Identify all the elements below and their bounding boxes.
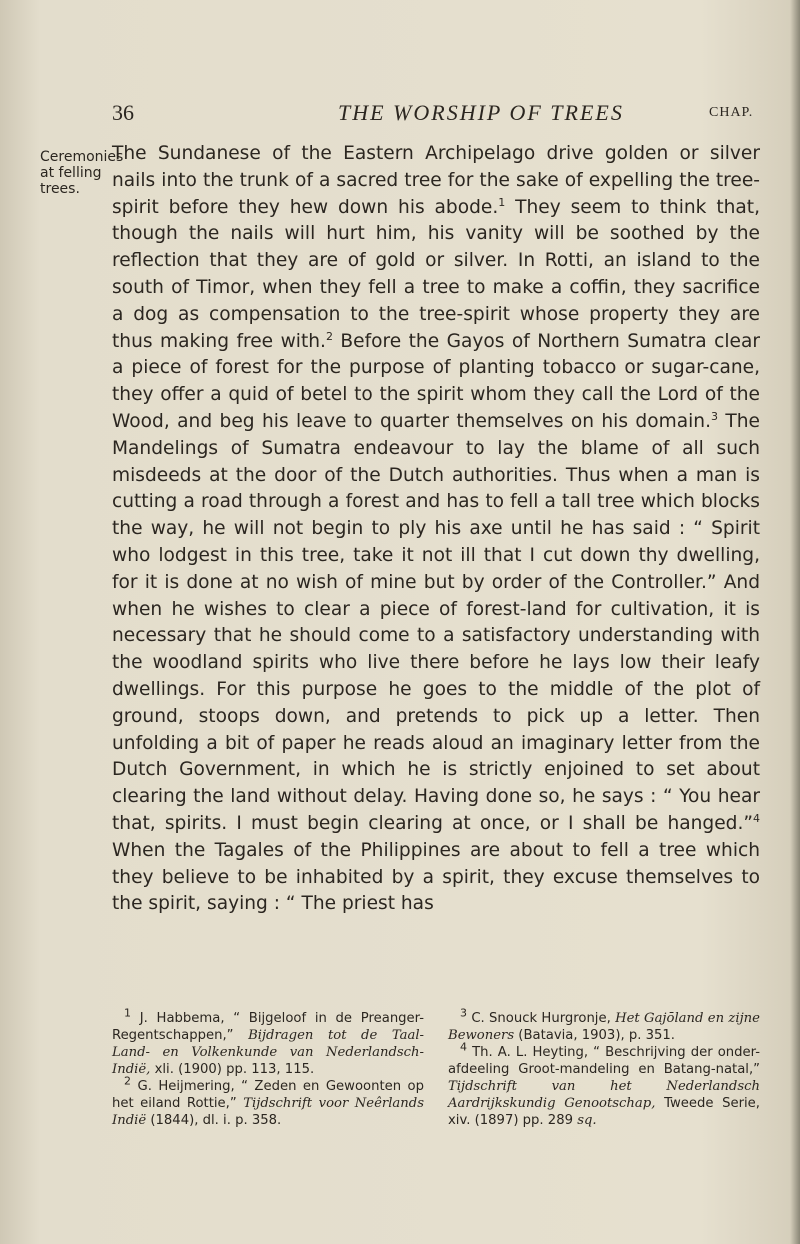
- sentence-gayos: Before the Gayos of Northern Sumatra clear a piece of forest for the purpose of planting tobacco or sugar-cane, they offer a quid of betel to the spirit whom they call the Lord of the Wood, and beg his leave to quarter themselves on his domain.: [112, 330, 760, 432]
- footnote-ref-1: 1: [498, 195, 506, 209]
- paragraph: [112, 141, 760, 918]
- sentence-sundanese: The Sundanese of the Eastern Archipelago drive golden or silver nails into the trunk of a sacred tree for the sake of expelling the tree-spirit before they hew down his abode.: [112, 143, 760, 218]
- running-header: [0, 100, 800, 130]
- footnotes: [112, 1006, 760, 1129]
- footnote-1: $^1$ J. Habbema, “ Bijgeloof in de Preanger-Regentschappen,” Bijdragen tot de Taal- Land- en Volkenkunde van Nederlandsch-Indië, xli. (1900) pp. 113, 115.: [112, 1006, 425, 1077]
- footnote-4: $^4$ Th. A. L. Heyting, “ Beschrijving der onder-afdeeling Groot-mandeling en Batang-natal,” Tijdschrift van het Nederlandsch Aardrijkskundig Genootschap, Tweede Serie, xiv. (1897) pp. 289 sq.: [448, 1040, 760, 1128]
- footnote-3: $^3$ C. Snouck Hurgronje, Het Gajōland en zijne Bewoners (Batavia, 1903), p. 351.: [448, 1006, 760, 1043]
- footnote-ref-2: 2: [325, 329, 333, 343]
- footnotes-left-column: [112, 1006, 425, 1129]
- footnote-ref-4: 4: [753, 811, 760, 825]
- footnote-ref-3: 3: [710, 409, 718, 423]
- sentence-mandelings: The Mandelings of Sumatra endeavour to lay the blame of all such misdeeds at the door of the Dutch authorities. Thus when a man is cutting a road through a forest and has to fell a tall tree which blocks the way, he will not begin to ply his axe until he has said : “ Spirit who lodgest in this tree, take it not ill that I cut down thy dwelling, for it is done at no wish of mine but by order of the Controller.” And when he wishes to clear a piece of forest-land for cultivation, it is necessary that he should come to a satisfactory understanding with the woodland spirits who live there before he lays low their leafy dwellings. For this purpose he goes to the middle of the plot of ground, stoops down, and pretends to pick up a letter. Then unfolding a bit of paper he reads aloud an imaginary letter from the Dutch Government, in which he is strictly enjoined to set about clearing the land without delay. Having done so, he says : “ You hear that, spirits. I must begin clearing at once, or I shall be hanged.”: [112, 410, 760, 834]
- sentence-tagales: When the Tagales of the Philippines are about to fell a tree which they believe to be inhabited by a spirit, they excuse themselves to the spirit, saying : “ The priest has: [112, 839, 760, 915]
- footnotes-right-column: [448, 1006, 760, 1129]
- chapter-label: CHAP.: [709, 105, 754, 120]
- margin-note: Ceremonies at felling trees.: [40, 149, 124, 197]
- running-title: THE WORSHIP OF TREES: [338, 100, 624, 125]
- page-number: 36: [112, 100, 134, 125]
- footnote-2: $^2$ G. Heijmering, “ Zeden en Gewoonten op het eiland Rottie,” Tijdschrift voor Neêrlands Indië (1844), dl. i. p. 358.: [112, 1074, 424, 1128]
- sentence-rotti: They seem to think that, though the nails will hurt him, his vanity will be soothed by the reflection that they are of gold or silver. In Rotti, an island to the south of Timor, when they fell a tree to make a coffin, they sacrifice a dog as compensation to the tree-spirit whose property they are thus making free with.: [112, 196, 760, 352]
- main-text: [112, 141, 760, 918]
